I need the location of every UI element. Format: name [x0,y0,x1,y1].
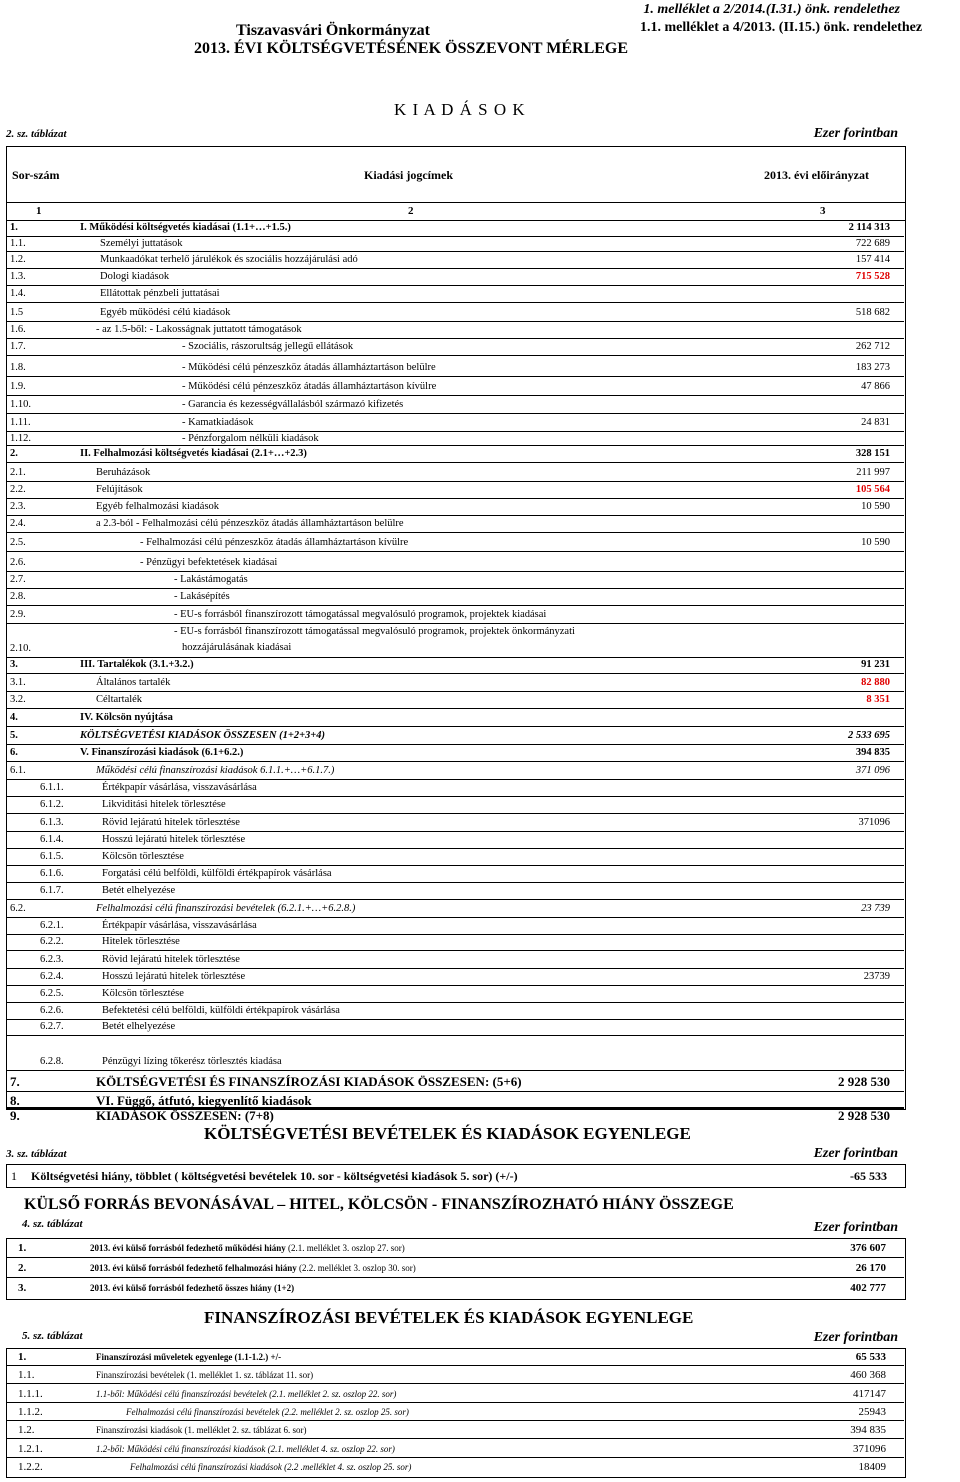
row-number: 6.2.6. [40,1004,64,1016]
col-header-no: Sor-szám [12,168,60,182]
row-label: Személyi juttatások [100,238,183,249]
row-number: 3. [10,659,18,670]
table-row [6,463,904,482]
table-row [6,552,904,572]
row-number: 1.11. [10,416,31,428]
row-label: Felhalmozási célú finanszírozási kiadások (2.2 .melléklet 4. sz. oszlop 25. sor) [130,1461,412,1472]
balance-unit: Ezer forintban [813,1146,898,1161]
balance-row-label: Költségvetési hiány, többlet ( költségvetési bevételek 10. sor - költségvetési kiadások 5. sor) (+/-) [31,1169,518,1183]
row-label: Rövid lejáratú hitelek törlesztése [102,953,240,965]
row-label: Értékpapír vásárlása, visszavásárlása [102,781,257,793]
col-number-1: 1 [36,205,42,217]
row-number: 7. [10,1074,20,1089]
row-label: - Pénzügyi befektetések kiadásai [140,556,278,568]
row-label: Felhalmozási célú finanszírozási bevételek (2.2. melléklet 2. sz. oszlop 25. sor) [126,1406,409,1417]
row-label: Befektetési célú belföldi, külföldi értékpapírok vásárlása [102,1004,340,1016]
table-row [6,935,904,951]
table-row [6,269,904,286]
row-value: 211 997 [856,466,890,478]
row-number: 2.5. [10,536,26,548]
row-number: 6.1. [10,764,26,776]
external-row [6,1278,904,1297]
balance-row-no: 1 [11,1169,17,1183]
table-row [6,252,904,269]
row-value: 82 880 [861,676,890,688]
row-number: 1.2.2. [18,1460,43,1473]
table-row [6,674,904,692]
external-table-number: 4. sz. táblázat [22,1218,83,1230]
row-value: 105 564 [855,483,890,495]
table-row [6,533,904,552]
row-label: - az 1.5-ből: - Lakosságnak juttatott támogatások [96,323,302,335]
row-number: 6.2.4. [40,970,64,982]
row-value: 722 689 [855,238,890,249]
row-number: 1.12. [10,433,31,444]
row-number: 1.1. [18,1369,35,1382]
table-row [6,969,904,986]
table-row [6,1003,904,1020]
row-number: 1. [18,1351,27,1363]
row-label: Értékpapír vásárlása, visszavásárlása [102,919,257,931]
row-number: 2. [10,447,18,459]
row-number: 1.7. [10,340,26,352]
row-label: Céltartalék [96,693,143,705]
row-label: II. Felhalmozási költségvetés kiadásai (2.1+…+2.3) [80,447,307,459]
table-row [6,356,904,377]
row-label: - Lakástámogatás [174,573,248,585]
table-row [6,286,904,303]
financing-table-number: 5. sz. táblázat [22,1330,83,1342]
row-number: 6.1.5. [40,850,64,862]
row-number: 1.2.1. [18,1442,43,1455]
row-number: 6.2.7. [40,1021,64,1032]
financing-row [6,1403,904,1421]
page-title: 2013. ÉVI KÖLTSÉGVETÉSÉNEK ÖSSZEVONT MÉRLEGE [194,40,629,57]
row-label: - Felhalmozási célú pénzeszköz átadás államháztartáson kívülre [140,536,409,548]
row-label: Dologi kiadások [100,270,170,282]
external-row [6,1238,904,1258]
row-number: 2.1. [10,466,26,478]
row-label: Általános tartalék [96,676,171,688]
table-row [6,1036,904,1071]
row-number: 1.1.1. [18,1387,43,1400]
table-row [6,624,904,658]
table-row [6,692,904,709]
table-row [6,745,904,762]
row-label: Felhalmozási célú finanszírozási bevételek (6.2.1.+…+6.2.8.) [96,902,356,914]
row-value: 23 739 [861,902,890,914]
row-value: 262 712 [855,340,890,352]
row-number: 1.5 [10,306,24,318]
table-row [6,986,904,1003]
table-number: 2. sz. táblázat [6,128,67,140]
row-label: - Működési célú pénzeszköz átadás államháztartáson kívülre [182,380,437,392]
table-row [6,237,904,252]
row-number: 2.7. [10,573,26,585]
table-row [6,589,904,606]
row-number: 6.2.1. [40,919,64,931]
row-label: 1.2-ből: Működési célú finanszírozási kiadások (2.1. melléklet 4. sz. oszlop 22. sor) [96,1443,395,1454]
row-number: 1. [18,1242,27,1254]
row-number: 2.3. [10,500,26,512]
row-label: Finanszírozási kiadások (1. melléklet 2. sz. táblázat 6. sor) [96,1425,307,1436]
row-label: - Pénzforgalom nélküli kiadások [182,433,319,444]
row-value: 715 528 [855,270,890,282]
row-number: 6.2.5. [40,987,64,999]
table-row [6,516,904,533]
row-label: Finanszírozási bevételek (1. melléklet 1. sz. táblázat 11. sor) [96,1370,314,1381]
row-number: 6.1.4. [40,833,64,845]
row-value: 26 170 [855,1262,886,1274]
table-row [6,414,904,432]
row-value: 417147 [853,1387,886,1400]
row-value: 183 273 [855,361,890,373]
row-number: 1. [10,221,18,233]
table-row [6,832,904,849]
annex-line-1: 1. melléklet a 2/2014.(I.31.) önk. rendelethez [643,2,900,17]
table-row [6,499,904,516]
row-number: 6.2.3. [40,953,64,965]
row-label: IV. Kölcsön nyújtása [80,711,173,723]
table-row [6,396,904,414]
table-row [6,1020,904,1036]
row-number: 1.9. [10,380,26,392]
unit-label: Ezer forintban [813,126,898,141]
external-row [6,1258,904,1278]
row-label: III. Tartalékok (3.1.+3.2.) [80,659,194,670]
external-unit: Ezer forintban [813,1220,898,1235]
row-number: 5. [10,729,18,741]
financing-row [6,1385,904,1403]
table-row [6,446,904,463]
table-row [6,780,904,797]
table-row [6,339,904,356]
row-number: 2.2. [10,483,26,495]
table-row [6,322,904,339]
table-row [6,1108,904,1123]
table-row [6,866,904,883]
row-value: 25943 [858,1405,886,1418]
financing-row [6,1458,904,1475]
row-value: 460 368 [850,1369,886,1382]
row-value: 23739 [863,970,890,982]
row-label: Hosszú lejáratú hitelek törlesztése [102,833,246,845]
row-number: 9. [10,1108,20,1123]
balance-title: KÖLTSÉGVETÉSI BEVÉTELEK ÉS KIADÁSOK EGYENLEGE [204,1124,691,1143]
row-number: 8. [10,1093,20,1108]
row-number: 1.4. [10,287,26,299]
row-number: 6.1.2. [40,798,64,810]
row-label: Pénzügyi lízing tőkerész törlesztés kiadása [102,1055,282,1067]
row-number: 6.1.7. [40,884,64,896]
row-value: 518 682 [855,306,890,318]
row-number: 1.2. [10,253,26,265]
org-name: Tiszavasvári Önkormányzat [236,22,430,39]
table-row [6,377,904,396]
row-label: - EU-s forrásból finanszírozott támogatással megvalósuló programok, projektek kiadásai [174,608,547,620]
row-label: Rövid lejáratú hitelek törlesztése [102,816,240,828]
row-label: Egyéb működési célú kiadások [100,306,231,318]
table-row [6,849,904,866]
row-number: 6.2.2. [40,936,64,947]
row-label: V. Finanszírozási kiadások (6.1+6.2.) [80,746,244,758]
row-number: 1.6. [10,323,26,335]
table-row [6,900,904,918]
table-row [6,432,904,446]
row-number: 3. [18,1282,27,1294]
row-number: 1.10. [10,398,31,410]
annex-line-2: 1.1. melléklet a 4/2013. (II.15.) önk. rendelethez [640,20,923,35]
row-number: 1.1.2. [18,1405,43,1418]
row-value: 371096 [858,816,890,828]
row-label: Működési célú finanszírozási kiadások 6.1.1.+…+6.1.7.) [96,764,335,776]
row-label: Ellátottak pénzbeli juttatásai [100,287,220,299]
row-label: Forgatási célú belföldi, külföldi értékpapírok vásárlása [102,867,332,879]
table-row [6,658,904,674]
row-number: 2. [18,1262,27,1274]
row-number: 1.3. [10,270,26,282]
table-row [6,709,904,727]
row-value: 91 231 [861,659,890,670]
row-value: 10 590 [861,500,890,512]
table-row [6,482,904,499]
row-label: Likviditási hitelek törlesztése [102,798,226,810]
row-value: 376 607 [850,1242,886,1254]
row-label: Kölcsön törlesztése [102,987,184,999]
row-value: 371096 [853,1442,886,1455]
financing-row [6,1348,904,1366]
row-label: Betét elhelyezése [102,884,176,896]
row-value: 65 533 [855,1351,886,1363]
table-row [6,762,904,780]
col-number-3: 3 [820,205,826,217]
row-label: VI. Függő, átfutó, kiegyenlítő kiadások [96,1093,312,1108]
table-row [6,1071,904,1092]
row-label: Hosszú lejáratú hitelek törlesztése [102,970,246,982]
row-label: Kölcsön törlesztése [102,850,184,862]
row-label: - Garancia és kezességvállalásból származó kifizetés [182,398,404,410]
row-label: Egyéb felhalmozási kiadások [96,500,220,512]
row-number: 3.2. [10,693,26,705]
row-label: - Szociális, rászorultság jellegű ellátások [182,340,354,352]
row-label: - EU-s forrásból finanszírozott támogatással megvalósuló programok, projektek önkormányzati [174,626,575,637]
row-label: - Kamatkiadások [182,416,254,428]
row-label: Hitelek törlesztése [102,936,180,947]
row-label: KIADÁSOK ÖSSZESEN: (7+8) [96,1108,274,1123]
row-label: I. Működési költségvetés kiadásai (1.1+…+1.5.) [80,221,291,233]
col-header-value: 2013. évi előirányzat [764,168,869,182]
col-header-label: Kiadási jogcímek [364,168,453,182]
table-row [6,572,904,589]
row-label: - Működési célú pénzeszköz átadás államháztartáson belülre [182,361,436,373]
row-label: - Lakásépítés [174,590,230,602]
financing-row [6,1366,904,1384]
row-label: KÖLTSÉGVETÉSI ÉS FINANSZÍROZÁSI KIADÁSOK ÖSSZESEN: (5+6) [96,1074,522,1089]
table-row [6,951,904,969]
row-label: a 2.3-ból - Felhalmozási célú pénzeszköz átadás államháztartáson belülre [96,517,404,529]
row-number: 1.1. [10,238,26,249]
row-value: 47 866 [861,380,890,392]
row-label: 2013. évi külső forrásból fedezhető összes hiány (1+2) [90,1283,295,1293]
row-number: 6.1.1. [40,781,64,793]
row-number: 6. [10,746,18,758]
financing-row [6,1440,904,1458]
row-label-continued: hozzájárulásának kiadásai [182,642,292,653]
external-title: KÜLSŐ FORRÁS BEVONÁSÁVAL – HITEL, KÖLCSÖN - FINANSZÍROZHATÓ HIÁNY ÖSSZEGE [24,1196,734,1213]
table-row [6,220,904,237]
row-number: 2.4. [10,517,26,529]
row-value: 328 151 [855,447,890,459]
row-value: 18409 [858,1460,886,1473]
row-number: 1.8. [10,361,26,373]
row-number: 1.2. [18,1424,35,1437]
row-value: 2 114 313 [848,221,890,233]
row-value: 2 928 530 [838,1108,890,1123]
row-number: 2.10. [10,642,31,654]
row-value: 10 590 [861,536,890,548]
row-number: 6.1.3. [40,816,64,828]
table-row [6,303,904,322]
row-value: 394 835 [855,746,890,758]
row-number: 2.9. [10,608,26,620]
row-number: 6.2. [10,902,26,914]
balance-table [6,1164,906,1188]
table-row [6,797,904,814]
row-number: 4. [10,711,18,723]
row-label: Beruházások [96,466,151,478]
row-label: KÖLTSÉGVETÉSI KIADÁSOK ÖSSZESEN (1+2+3+4) [80,729,326,741]
row-label: Betét elhelyezése [102,1021,176,1032]
table-row [6,1092,904,1108]
row-label: 2013. évi külső forrásból fedezhető felhalmozási hiány (2.2. melléklet 3. oszlop 30. sor) [90,1263,416,1273]
financing-title: FINANSZÍROZÁSI BEVÉTELEK ÉS KIADÁSOK EGYENLEGE [204,1308,694,1327]
row-label: Finanszírozási műveletek egyenlege (1.1-1.2.) +/- [96,1352,282,1362]
row-value: 2 928 530 [838,1074,890,1089]
row-number: 3.1. [10,676,26,688]
row-value: 402 777 [850,1282,886,1294]
row-label: 2013. évi külső forrásból fedezhető működési hiány (2.1. melléklet 3. oszlop 27. sor) [90,1243,405,1253]
row-value: 24 831 [861,416,890,428]
row-number: 6.2.8. [40,1055,64,1067]
row-value: 371 096 [855,764,890,776]
row-label: Munkaadókat terhelő járulékok és szociális hozzájárulási adó [100,253,358,265]
row-label: 1.1-ből: Működési célú finanszírozási bevételek (2.1. melléklet 2. sz. oszlop 22. sor) [96,1388,397,1399]
col-number-2: 2 [408,205,414,217]
row-number: 6.1.6. [40,867,64,879]
row-number: 2.6. [10,556,26,568]
financing-unit: Ezer forintban [813,1330,898,1345]
row-value: 2 533 695 [848,729,890,741]
row-value: 157 414 [855,253,890,265]
row-label: Felújítások [96,483,143,495]
table-row [6,606,904,624]
table-row [6,814,904,832]
balance-row-value: -65 533 [850,1169,887,1183]
section-title: K I A D Á S O K [394,100,526,119]
row-number: 2.8. [10,590,26,602]
table-row [6,727,904,745]
financing-row [6,1421,904,1439]
table-row [6,883,904,900]
row-value: 8 351 [866,693,890,705]
balance-table-number: 3. sz. táblázat [6,1148,67,1160]
row-value: 394 835 [850,1424,886,1437]
table-row [6,918,904,935]
